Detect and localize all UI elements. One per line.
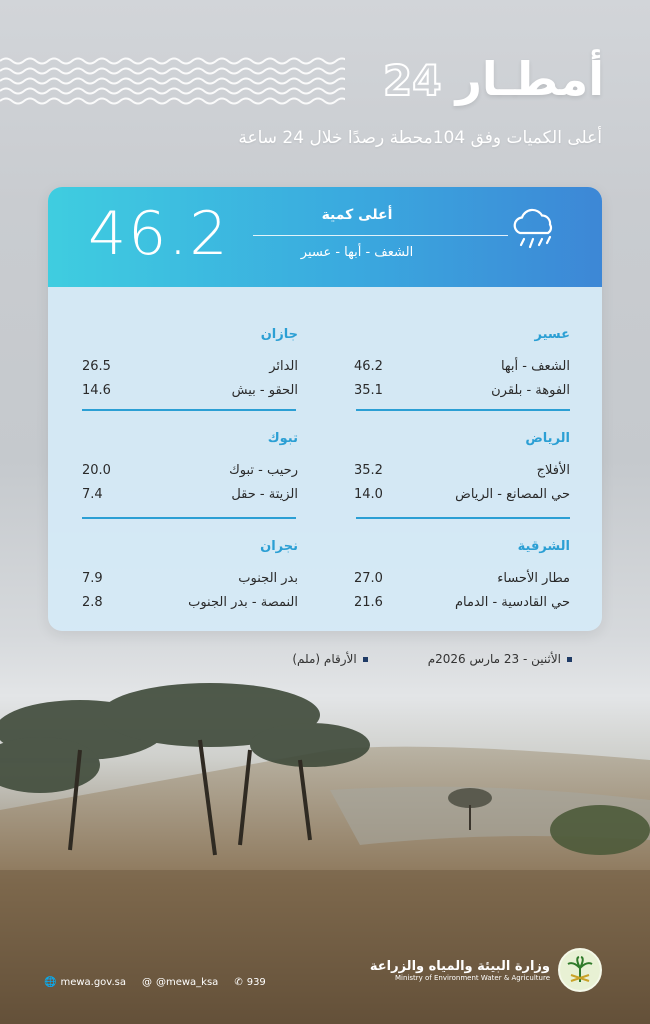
station-value: 27.0: [354, 570, 383, 586]
highlight-location: الشعف - أبها - عسير: [300, 245, 414, 260]
station-value: 35.1: [354, 382, 383, 398]
units-item: [292, 652, 367, 666]
region-divider: [356, 409, 570, 411]
station-row: [354, 458, 570, 482]
region-eastern: [354, 539, 570, 614]
station-row: [82, 566, 298, 590]
phone-item[interactable]: [234, 977, 265, 988]
region-name: الرياض: [525, 431, 570, 446]
region-najran: [82, 539, 298, 614]
region-name: تبوك: [267, 431, 298, 446]
date-item: [428, 652, 572, 666]
title-word: أمطـار: [455, 52, 604, 106]
phone-icon: ✆: [234, 977, 243, 988]
page-subtitle: أعلى الكميات وفق 104محطة رصدًا خلال 24 ساعة: [238, 128, 602, 148]
station-value: 20.0: [82, 462, 111, 478]
region-name: جازان: [260, 327, 298, 342]
contact-bar: [44, 977, 266, 988]
palm-emblem-icon: [558, 948, 602, 992]
handle-item[interactable]: [142, 977, 218, 988]
date-text: الأثنين - 23 مارس 2026م: [427, 652, 561, 666]
ministry-name-en: Ministry of Environment Water & Agriculture: [395, 973, 550, 982]
station-name: بدر الجنوب: [238, 570, 298, 586]
station-name: الدائر: [269, 358, 298, 374]
station-value: 35.2: [354, 462, 383, 478]
station-name: رحيب - تبوك: [229, 462, 298, 478]
ministry-name-ar: وزارة البيئة والمياه والزراعة: [369, 958, 550, 974]
region-tabuk: [82, 431, 298, 506]
station-row: [82, 458, 298, 482]
station-row: [354, 482, 570, 506]
station-row: [82, 482, 298, 506]
station-row: [82, 590, 298, 614]
station-row: [82, 378, 298, 402]
region-name: نجران: [260, 539, 298, 554]
region-divider: [82, 517, 296, 519]
ministry-text: [370, 959, 550, 982]
region-divider: [356, 517, 570, 519]
station-row: [354, 354, 570, 378]
station-row: [354, 590, 570, 614]
regions-grid: [48, 287, 602, 631]
page-title: [383, 52, 604, 106]
station-name: الفوهة - بلقرن: [491, 382, 570, 398]
ministry-logo: [370, 948, 602, 992]
rain-cloud-icon: [508, 207, 558, 253]
station-row: [354, 566, 570, 590]
footer-info: [292, 652, 572, 666]
station-value: 7.4: [82, 486, 103, 502]
handle-text: @mewa_ksa: [155, 977, 219, 988]
highlight-divider: [253, 235, 508, 236]
station-name: حي المصانع - الرياض: [455, 486, 570, 502]
bullet-icon: [363, 657, 368, 662]
station-name: مطار الأحساء: [497, 570, 570, 586]
wave-decoration: [0, 55, 345, 107]
station-value: 14.0: [354, 486, 383, 502]
highlight-label: أعلى كمية: [321, 207, 393, 223]
website-item[interactable]: [44, 977, 126, 988]
highlight-value: 46.2: [88, 199, 230, 269]
station-name: النمصة - بدر الجنوب: [188, 594, 298, 610]
units-text: الأرقام (ملم): [292, 652, 357, 666]
station-value: 2.8: [82, 594, 103, 610]
region-name: الشرقية: [517, 539, 570, 554]
phone-text: 939: [246, 977, 266, 988]
region-divider: [82, 409, 296, 411]
title-number: 24: [383, 56, 442, 105]
station-row: [82, 354, 298, 378]
region-asir: [354, 327, 570, 402]
at-icon: @: [141, 977, 152, 988]
station-row: [354, 378, 570, 402]
station-name: حي القادسية - الدمام: [454, 594, 570, 610]
region-jazan: [82, 327, 298, 402]
station-name: الأفلاج: [536, 462, 570, 478]
station-value: 21.6: [354, 594, 383, 610]
region-name: عسير: [534, 327, 570, 342]
station-name: الزيتة - حقل: [231, 486, 298, 502]
region-riyadh: [354, 431, 570, 506]
station-value: 26.5: [82, 358, 111, 374]
bullet-icon: [567, 657, 572, 662]
station-name: الشعف - أبها: [500, 358, 570, 374]
website-text: mewa.gov.sa: [60, 977, 126, 988]
rainfall-card: [48, 187, 602, 631]
highlight-banner: [48, 187, 602, 287]
station-value: 7.9: [82, 570, 103, 586]
station-name: الحقو - بيش: [231, 382, 298, 398]
station-value: 46.2: [354, 358, 383, 374]
station-value: 14.6: [82, 382, 111, 398]
globe-icon: 🌐: [44, 977, 57, 988]
